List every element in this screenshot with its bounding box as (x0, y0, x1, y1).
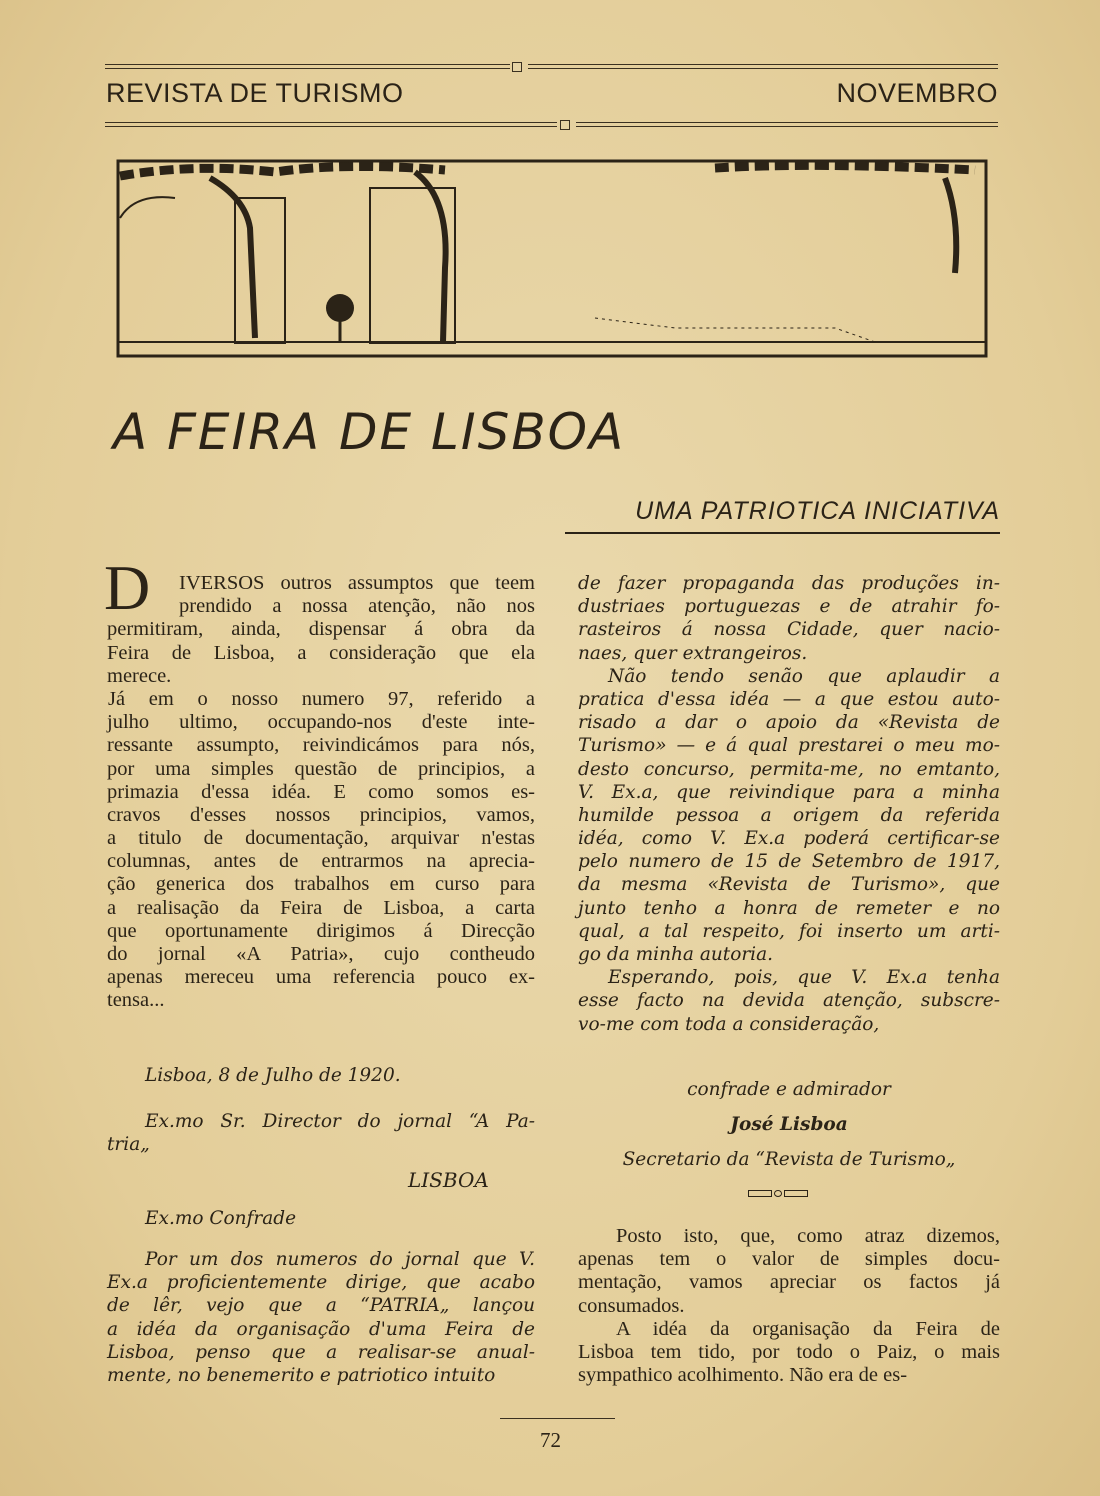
subtitle-underline (565, 532, 1000, 534)
text-line: Esperando, pois, que V. Ex.a tenha (608, 967, 1000, 989)
section-ornament (748, 1190, 808, 1197)
text-line: merece. (107, 664, 172, 687)
text-line: desto concurso, permita-me, no emtanto, (578, 758, 1000, 780)
text-line: que oportunamente dirigimos á Direcção (107, 919, 535, 942)
header-rule-bottom-right (576, 122, 998, 127)
text-line: mente, no benemerito e patriotico intuito (107, 1364, 496, 1386)
magazine-title: REVISTA DE TURISMO (106, 78, 404, 108)
header-rule-top-right (528, 64, 998, 69)
text-line: junto tenho a honra de remeter e no (578, 897, 1000, 919)
text-line: pratica d'essa idéa — a que estou auto- (578, 688, 1000, 710)
text-line: Lisboa tem tido, por todo o Paiz, o mais (578, 1340, 1000, 1363)
article-subtitle: UMA PATRIOTICA INICIATIVA (635, 497, 1000, 525)
text-line: columnas, antes de entrarmos na aprecia- (107, 850, 535, 873)
month-label: NOVEMBRO (836, 78, 998, 108)
text-line: prendido a nossa atenção, não nos (179, 595, 535, 618)
text-line: sympathico acolhimento. Não era de es- (578, 1364, 908, 1387)
text-line: rasteiros á nossa Cidade, quer nacio- (578, 619, 1000, 641)
text-line: Por um dos numeros do jornal que V. (145, 1249, 535, 1270)
signature-title: Secretario da “Revista de Turismo„ (622, 1149, 956, 1170)
letter-address (107, 1110, 535, 1156)
ornament-square (560, 120, 570, 130)
text-line: apenas mereceu uma referencia pouco ex- (107, 966, 535, 989)
text-line: apenas tem o valor de simples docu- (578, 1248, 1000, 1271)
text-line: Não tendo senão que aplaudir a (608, 665, 1000, 687)
text-line: risado a dar o apoio da «Revista de (578, 712, 1000, 734)
text-line: ressante assumpto, reivindicámos para nós, (107, 734, 535, 757)
text-line: do jornal «A Patria», cujo contheudo (107, 943, 535, 965)
text-line: permitiram, ainda, dispensar á obra da (107, 618, 535, 641)
left-p1 (107, 572, 535, 1013)
vine-pergola-illustration (115, 158, 990, 360)
text-line: IVERSOS outros assumptos que teem (179, 572, 535, 594)
text-line: cravos d'esses nossos principios, vamos, (107, 803, 535, 826)
text-line: Ex.mo Sr. Director do jornal “A Pa- (145, 1111, 535, 1132)
page-number: 72 (540, 1428, 561, 1452)
text-line: A idéa da organisação da Feira de (616, 1317, 1000, 1340)
letter-city: LISBOA (408, 1168, 489, 1192)
text-line: Posto isto, que, como atraz dizemos, (616, 1225, 1000, 1247)
text-line: naes, quer extrangeiros. (578, 642, 808, 664)
footer-rule (500, 1418, 615, 1419)
text-line: a idéa da organisação d'uma Feira de (107, 1318, 535, 1340)
signature-closing: confrade e admirador (687, 1079, 891, 1100)
text-line: ção generica dos trabalhos em curso para (107, 873, 535, 896)
text-line: julho ultimo, occupando-nos d'este inte- (107, 711, 535, 734)
text-line: go da minha autoria. (578, 944, 773, 965)
text-line: esse facto na devida atenção, subscre- (578, 990, 1000, 1012)
text-line: Feira de Lisboa, a consideração que ela (107, 641, 535, 664)
text-line: Ex.a proficientemente dirige, que acabo (107, 1272, 535, 1294)
text-line: a realisação da Feira de Lisboa, a carta (107, 896, 535, 919)
text-line: primazia d'essa idéa. E como somos es- (107, 780, 535, 803)
text-line: vo-me com toda a consideração, (578, 1013, 880, 1035)
text-line: qual, a tal respeito, foi inserto um arti- (578, 920, 1000, 942)
text-line: tria„ (107, 1134, 150, 1156)
text-line: idéa, como V. Ex.a poderá certificar-se (578, 828, 1000, 850)
text-line: por uma simples questão de principios, a (107, 757, 535, 780)
letter-body-2 (578, 572, 1000, 1036)
drop-cap: D (104, 552, 151, 623)
text-line: da mesma «Revista de Turismo», que (578, 874, 1000, 896)
text-line: Já em o nosso numero 97, referido a (108, 687, 535, 710)
text-line: Lisboa, penso que a realisar-se anual- (107, 1341, 535, 1363)
header-rule-bottom-left (105, 122, 557, 127)
text-line: de lêr, vejo que a “PATRIA„ lançou (107, 1295, 535, 1317)
text-line: mentação, vamos apreciar os factos já (578, 1271, 1000, 1294)
text-line: de fazer propaganda das produções in- (578, 573, 1000, 594)
signature-name: José Lisboa (730, 1114, 848, 1135)
header-rule-top-left (105, 64, 510, 69)
text-line: a titulo de documentação, arquivar n'estas (107, 827, 535, 850)
text-line: dustriaes portuguezas e de atrahir fo- (578, 596, 1000, 618)
body-continued (578, 1225, 1000, 1387)
letter-date: Lisboa, 8 de Julho de 1920. (145, 1065, 401, 1086)
text-line: consumados. (578, 1294, 685, 1317)
text-line: humilde pessoa a origem da referida (578, 804, 1000, 826)
text-line: Turismo» — e á qual prestarei o meu mo- (578, 735, 1000, 757)
article-title: A FEIRA DE LISBOA (113, 403, 626, 461)
ornament-square (512, 62, 522, 72)
text-line: V. Ex.a, que reivindique para a minha (578, 781, 1000, 803)
letter-body-1 (107, 1248, 535, 1387)
letter-salutation: Ex.mo Confrade (145, 1208, 297, 1229)
text-line: pelo numero de 15 de Setembro de 1917, (578, 851, 1000, 873)
text-line: tensa... (107, 989, 165, 1012)
